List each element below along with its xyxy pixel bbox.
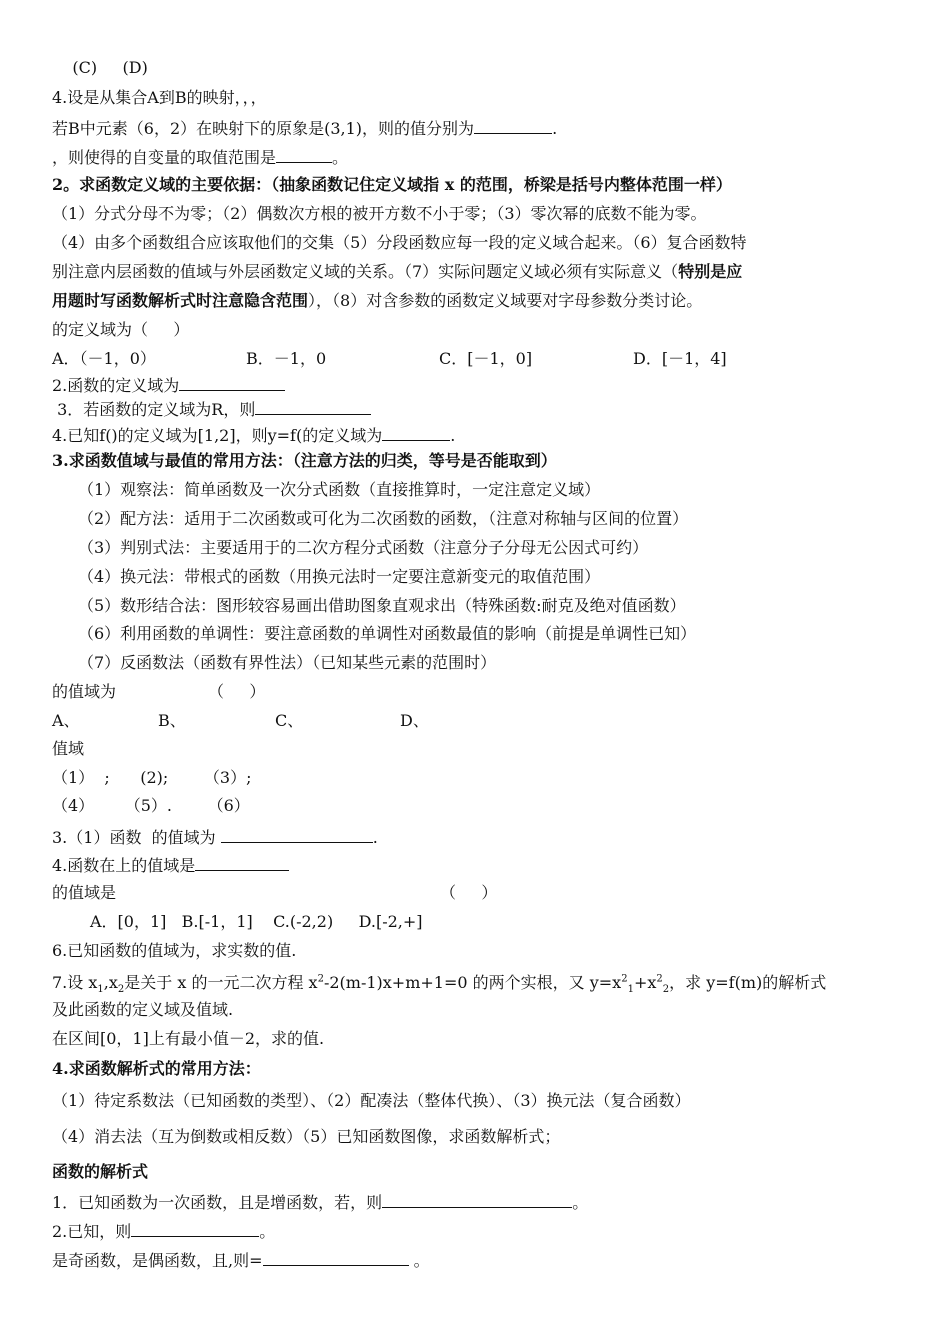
- body-text-line: （1）分式分母不为零；（2）偶数次方根的被开方数不小于零；（3）零次幂的底数不能为零。: [52, 204, 707, 223]
- punctuation: .: [552, 119, 558, 138]
- question-line: 值域: [52, 739, 85, 758]
- answer-blank: [195, 854, 289, 871]
- question-line: [52, 1220, 275, 1242]
- options-line: A．[0，1] B.[-1，1] C.(-2,2) D.[-2,+]: [90, 912, 423, 931]
- option-a: A、: [52, 711, 80, 730]
- question-text: 4.已知f()的定义域为[1,2]，则y=f(的定义域为: [52, 426, 383, 445]
- option-c: C．[－1，0]: [439, 349, 533, 368]
- question-text: 3.（1）函数 的值域为: [52, 828, 221, 847]
- answer-blank: [131, 1220, 259, 1237]
- emphasis-text: 用题时写函数解析式时注意隐含范围: [52, 291, 309, 310]
- question-line: [52, 398, 371, 420]
- question-text: +x: [633, 973, 657, 992]
- question-line: [52, 374, 285, 396]
- answer-blank: [221, 826, 373, 843]
- superscript: 2: [656, 973, 663, 985]
- question-text: 3．若函数的定义域为R，则: [52, 400, 256, 419]
- method-item: （5）数形结合法：图形较容易画出借助图象直观求出（特殊函数:耐克及绝对值函数）: [78, 596, 686, 615]
- question-text: 1．已知函数为一次函数，且是增函数，若，则: [52, 1193, 383, 1212]
- option-a: A．（－1，0）: [52, 349, 156, 368]
- subscript: 1: [627, 984, 634, 996]
- option-b: B、: [158, 711, 186, 730]
- answer-blank: [179, 374, 285, 391]
- body-text-line: （1）待定系数法（已知函数的类型）、（2）配凑法（整体代换）、（3）换元法（复合函数）: [52, 1091, 691, 1110]
- question-text: 的值域为: [52, 682, 117, 701]
- method-item: （4）换元法：带根式的函数（用换元法时一定要注意新变元的取值范围）: [78, 567, 601, 586]
- body-text: ），（8）对含参数的函数定义域要对字母参数分类讨论。: [308, 291, 703, 310]
- superscript: 2: [317, 973, 324, 985]
- question-line: [52, 1249, 430, 1271]
- body-text-line: [52, 262, 742, 282]
- punctuation: 。: [332, 148, 349, 167]
- question-line: 6.已知函数的值域为，求实数的值.: [52, 941, 297, 960]
- answer-parentheses: （ ）: [440, 883, 498, 902]
- question-text: ,x: [103, 973, 118, 992]
- question-line: （1） ; (2); （3）;: [52, 768, 252, 787]
- question-text: -2(m-1)x+m+1=0 的两个实根，又 y=x: [323, 973, 622, 992]
- question-text: 7.设 x: [52, 973, 98, 992]
- punctuation: 。: [259, 1222, 276, 1241]
- question-line: [52, 854, 289, 876]
- answer-blank: [263, 1249, 409, 1266]
- punctuation: .: [372, 828, 378, 847]
- section-heading: 3.求函数值域与最值的常用方法：（注意方法的归类，等号是否能取到）: [52, 451, 557, 470]
- question-line: 在区间[0，1]上有最小值－2，求的值.: [52, 1029, 325, 1048]
- subscript: 2: [117, 984, 125, 996]
- answer-options-line: (C) (D): [52, 58, 148, 77]
- method-item: （2）配方法：适用于二次函数或可化为二次函数的函数，（注意对称轴与区间的位置）: [78, 509, 689, 528]
- question-line: [52, 973, 827, 996]
- question-line: 4.设是从集合A到B的映射，，，: [52, 88, 267, 107]
- section-heading: 4.求函数解析式的常用方法：: [52, 1059, 261, 1078]
- answer-blank: [474, 117, 552, 134]
- emphasis-text: 特别是应: [678, 262, 743, 281]
- punctuation: 。: [572, 1193, 589, 1212]
- method-item: （1）观察法：简单函数及一次分式函数（直接推算时，一定注意定义域）: [78, 480, 601, 499]
- punctuation: .: [450, 426, 456, 445]
- section-heading: 2。求函数定义域的主要依据：（抽象函数记住定义域指 x 的范围，桥梁是括号内整体范围一样）: [52, 175, 732, 194]
- question-text: ，则使得的自变量的取值范围是: [52, 148, 277, 167]
- answer-blank: [382, 424, 450, 441]
- answer-blank: [255, 398, 371, 415]
- question-line: 的定义域为（ ）: [52, 320, 190, 339]
- question-text: 4.函数在上的值域是: [52, 856, 196, 875]
- sub-heading: 函数的解析式: [52, 1162, 149, 1181]
- question-line: [52, 826, 378, 848]
- option-d: D．[－1，4]: [633, 349, 727, 368]
- method-item: （3）判别式法：主要适用于的二次方程分式函数（注意分子分母无公因式可约）: [78, 538, 649, 557]
- question-text: ，求 y=f(m)的解析式: [669, 973, 827, 992]
- question-text: 是关于 x 的一元二次方程 x: [124, 973, 318, 992]
- body-text-line: （4）消去法（互为倒数或相反数）（5）已知函数图像，求函数解析式；: [52, 1127, 561, 1146]
- subscript: 1: [97, 984, 104, 996]
- question-text: 若B中元素（6，2）在映射下的原象是(3,1)，则的值分别为: [52, 119, 475, 138]
- answer-blank: [382, 1191, 572, 1208]
- punctuation: 。: [408, 1251, 430, 1270]
- question-line: 及此函数的定义域及值域.: [52, 1000, 234, 1019]
- method-item: （7）反函数法（函数有界性法）（已知某些元素的范围时）: [78, 653, 497, 672]
- question-text: 2.已知，则: [52, 1222, 132, 1241]
- answer-parentheses: （ ）: [208, 682, 266, 701]
- answer-blank: [276, 146, 332, 163]
- body-text-line: [52, 291, 702, 311]
- question-line: [52, 146, 348, 168]
- subscript: 2: [662, 984, 670, 996]
- question-line: [52, 424, 455, 446]
- question-text: 2.函数的定义域为: [52, 376, 180, 395]
- option-d: D、: [400, 711, 429, 730]
- body-text-line: （4）由多个函数组合应该取他们的交集（5）分段函数应每一段的定义域合起来。（6）复合函数特: [52, 233, 747, 252]
- body-text: 别注意内层函数的值域与外层函数定义域的关系。（7）实际问题定义域必须有实际意义（: [52, 262, 679, 281]
- question-text: 是奇函数，是偶函数，且,则=: [52, 1251, 263, 1270]
- question-line: [52, 117, 557, 139]
- option-b: B．－1，0: [246, 349, 327, 368]
- question-line: （4） （5）. （6）: [52, 796, 250, 815]
- question-text: 的值域是: [52, 883, 117, 902]
- superscript: 2: [621, 973, 628, 985]
- question-line: [52, 1191, 588, 1213]
- option-c: C、: [275, 711, 304, 730]
- method-item: （6）利用函数的单调性：要注意函数的单调性对函数最值的影响（前提是单调性已知）: [78, 624, 697, 643]
